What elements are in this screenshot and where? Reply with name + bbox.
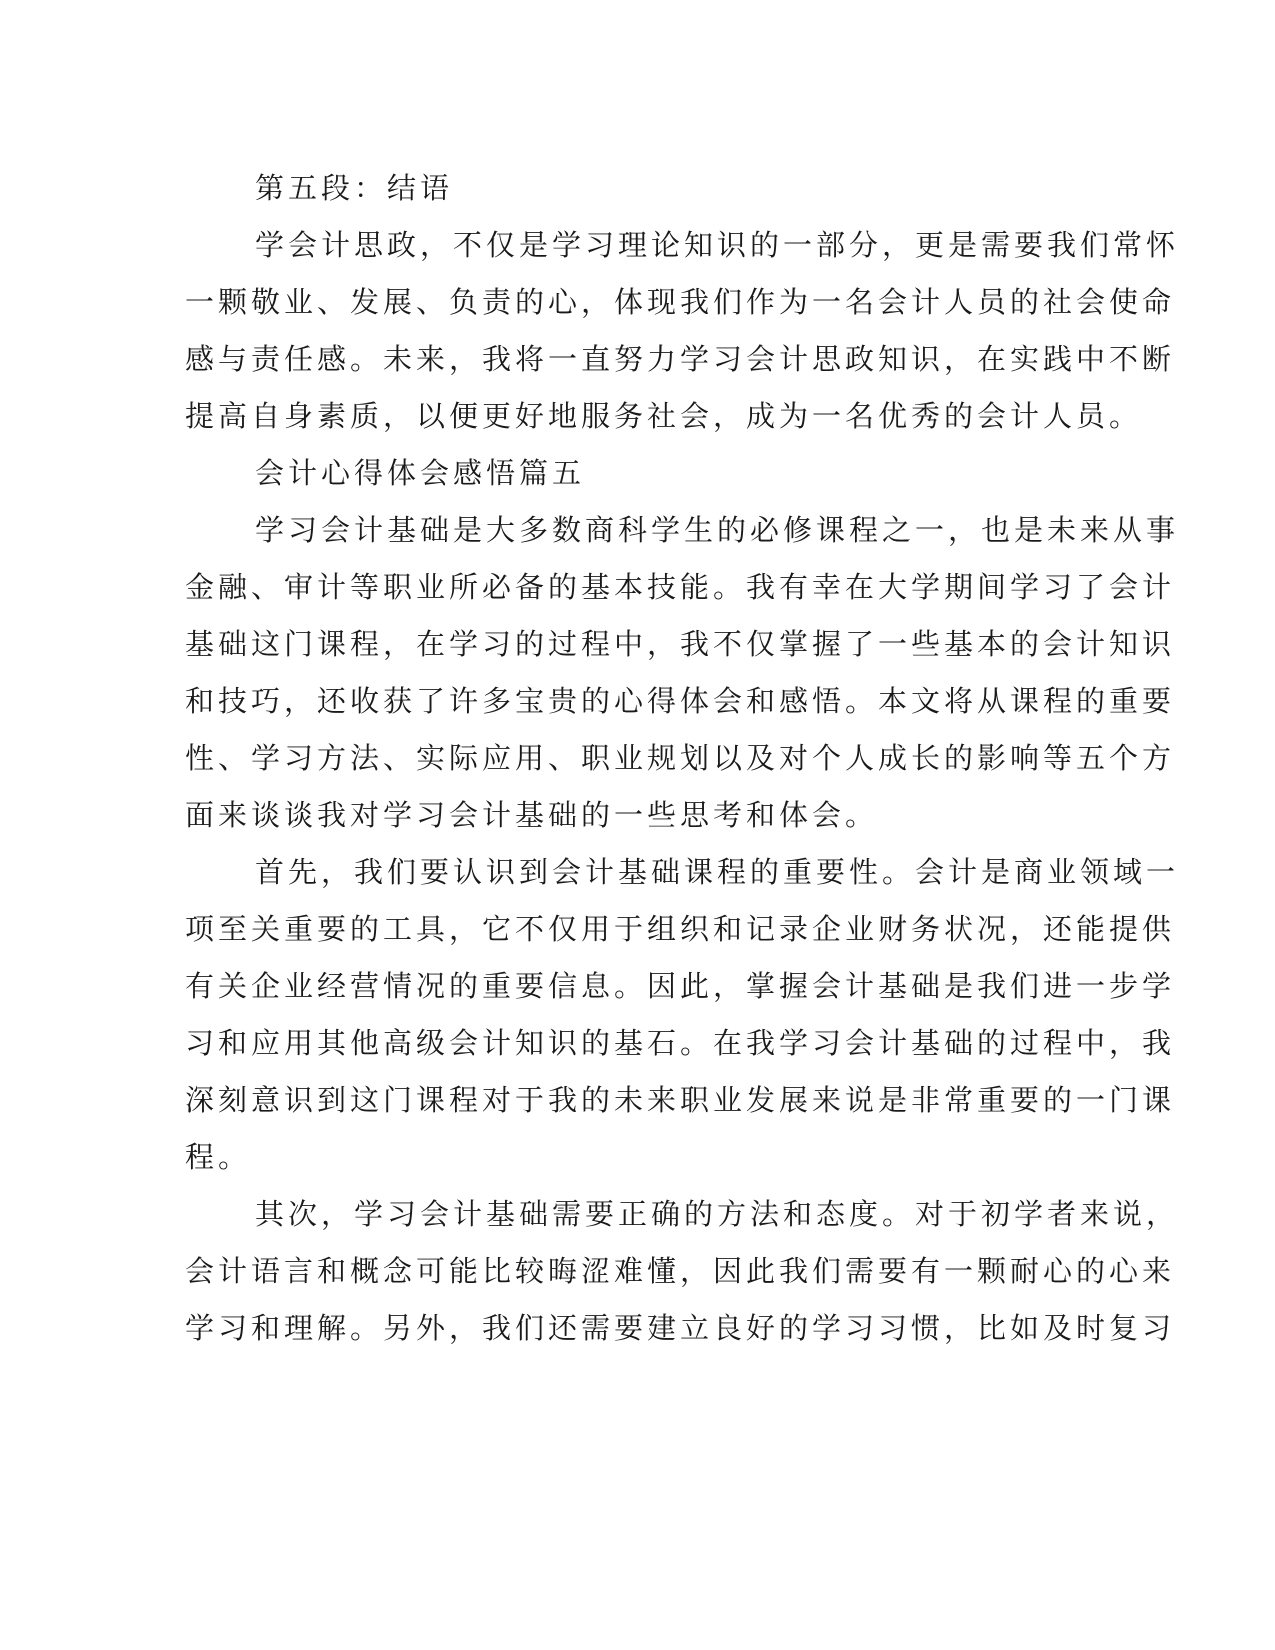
paragraph [185,217,1180,445]
document-body [185,160,1180,1357]
heading-line: 会计心得体会感悟篇五 [255,456,586,490]
paragraph [185,502,1180,844]
paragraph-line: 学习和理解。另外，我们还需要建立良好的学习习惯，比如及时复习 [185,1311,1176,1345]
paragraph-line: 首先，我们要认识到会计基础课程的重要性。会计是商业领域一 [255,855,1180,889]
paragraph-line: 面来谈谈我对学习会计基础的一些思考和体会。 [185,798,879,832]
paragraph-line: 基础这门课程，在学习的过程中，我不仅掌握了一些基本的会计知识 [185,627,1176,661]
paragraph-line: 程。 [185,1140,252,1174]
paragraph-line: 学习会计基础是大多数商科学生的必修课程之一，也是未来从事 [255,513,1180,547]
paragraph [185,844,1180,1186]
paragraph-line: 会计语言和概念可能比较晦涩难懂，因此我们需要有一颗耐心的心来 [185,1254,1176,1288]
paragraph-line: 提高自身素质，以便更好地服务社会，成为一名优秀的会计人员。 [185,399,1143,433]
paragraph-line: 有关企业经营情况的重要信息。因此，掌握会计基础是我们进一步学 [185,969,1176,1003]
paragraph-line: 深刻意识到这门课程对于我的未来职业发展来说是非常重要的一门课 [185,1083,1176,1117]
paragraph-line: 其次，学习会计基础需要正确的方法和态度。对于初学者来说， [255,1197,1180,1231]
section-heading [185,160,1055,217]
paragraph-line: 性、学习方法、实际应用、职业规划以及对个人成长的影响等五个方 [185,741,1176,775]
section-heading [185,445,1055,502]
paragraph-line: 习和应用其他高级会计知识的基石。在我学习会计基础的过程中，我 [185,1026,1176,1060]
heading-line: 第五段：结语 [255,171,454,205]
paragraph-line: 金融、审计等职业所必备的基本技能。我有幸在大学期间学习了会计 [185,570,1176,604]
paragraph-line: 感与责任感。未来，我将一直努力学习会计思政知识，在实践中不断 [185,342,1176,376]
paragraph-line: 学会计思政，不仅是学习理论知识的一部分，更是需要我们常怀 [255,228,1180,262]
paragraph-line: 项至关重要的工具，它不仅用于组织和记录企业财务状况，还能提供 [185,912,1176,946]
paragraph-line: 和技巧，还收获了许多宝贵的心得体会和感悟。本文将从课程的重要 [185,684,1176,718]
paragraph [185,1186,1180,1357]
paragraph-line: 一颗敬业、发展、负责的心，体现我们作为一名会计人员的社会使命 [185,285,1176,319]
